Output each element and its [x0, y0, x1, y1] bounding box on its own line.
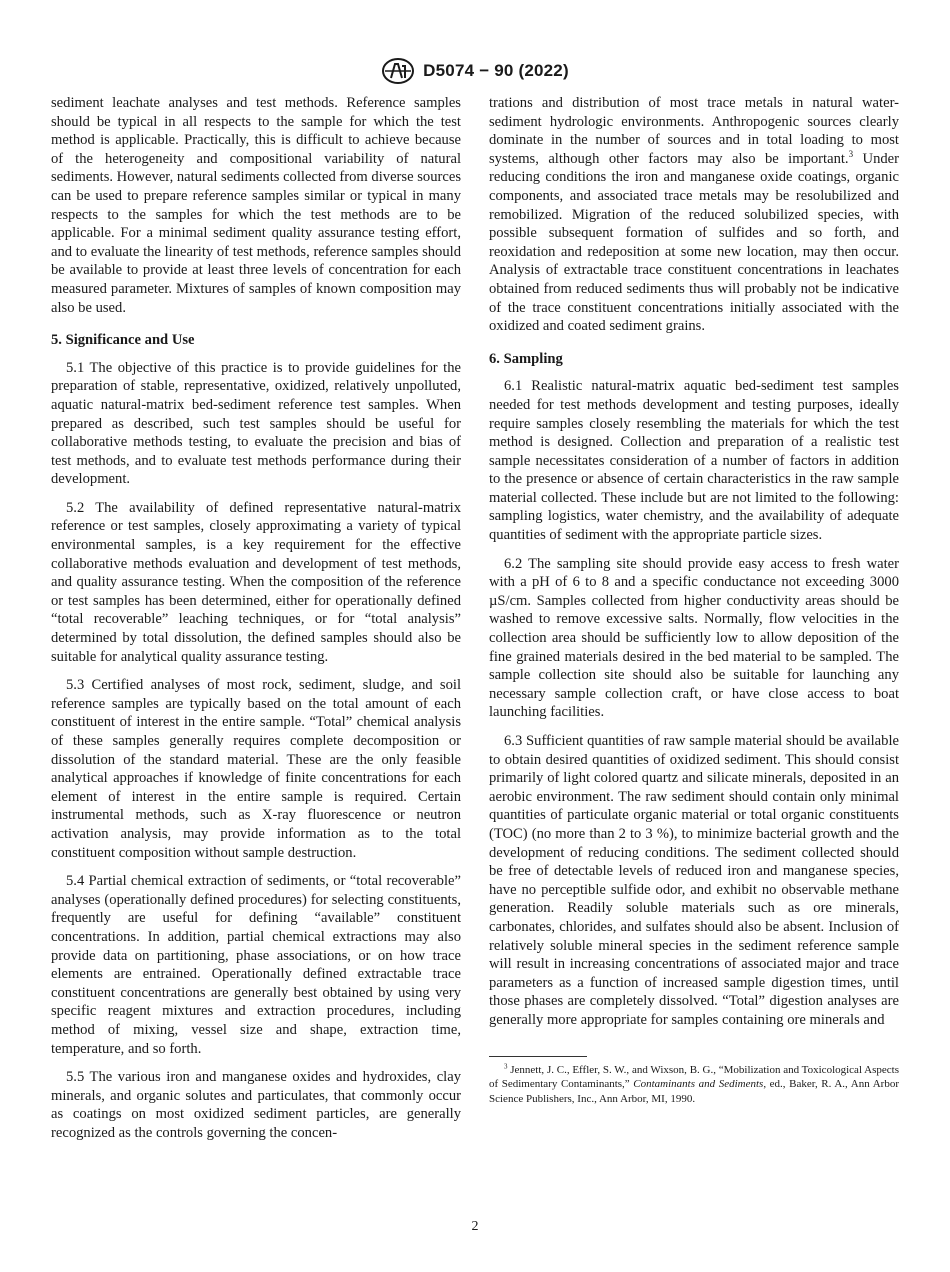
paragraph-5-4: 5.4 Partial chemical extraction of sediments, or “total recoverable” analyses (operationally defined procedures) for selecting constituents, frequently are useful for defining “available” constituent concentrations. In addition, partial chemical extractions may also provide data on partitioning, phase associations, or on how trace elements are entrained. Operationally defined extractable trace constituent concentrations are generally best obtained by using very specific reagent mixtures and extraction procedures, including method of mixing, vessel size and shape, extraction time, temperature, and so forth. [51, 873, 461, 1057]
paragraph-6-2: 6.2 The sampling site should provide easy access to fresh water with a pH of 6 to 8 and a specific conductance not exceeding 3000 µS/cm. Samples collected from higher conductivity areas should be washed to remove excessive salts. Normally, flow velocities in the collection area should be sufficiently low to allow deposition of the fine grained materials desired in the bed material to be sampled. The sample collection site should also be suitable for launching any necessary sample collection craft, or have close access to boat launching facilities. [489, 555, 899, 721]
footnote-title: Contaminants and Sediments [633, 1078, 764, 1090]
standard-designation: D5074 − 90 (2022) [423, 61, 569, 80]
right-column [489, 94, 899, 1106]
footnote-reference[interactable]: 3 [848, 148, 854, 159]
paragraph-5-5: 5.5 The various iron and manganese oxides and hydroxides, clay minerals, and organic solutes and particulates, that commonly occur as coatings on most oxidized sediment particles, are generally recognized as the controls governing the concen- [51, 1069, 461, 1141]
paragraph-6-1: 6.1 Realistic natural-matrix aquatic bed-sediment test samples needed for test methods development and testing purposes, ideally require samples closely resembling the materials for which the test method is designed. Collection and preparation of a realistic test sample necessitates consideration of a number of factors in addition to the presence or absence of certain characteristics in the raw sample material collected. These include but are not limited to the following: sampling logistics, water chemistry, and the availability of adequate quantities of sediment with the appropriate particle sizes. [489, 378, 899, 544]
page-header [0, 56, 950, 86]
paragraph-5-1: 5.1 The objective of this practice is to provide guidelines for the preparation of stable, representative, oxidized, relatively unpolluted, aquatic natural-matrix bed-sediment reference test samples. When prepared as described, such test samples should be useful for collaborative methods testing, to evaluate the precision and bias of test methods, and to evaluate test methods performance during their development. [51, 359, 461, 488]
footnote-text-a: Jennett, J. C., Effler, S. W., and Wixson, B. G., “Mobilization and Toxicological Aspects of Sedimentary Contaminants,” [489, 1063, 899, 1090]
paragraph-5-3: 5.3 Certified analyses of most rock, sediment, sludge, and soil reference samples are typically based on the total amount of each constituent of interest in the entire sample. “Total” chemical analysis of these samples generally requires complete decomposition or dissolution of the standard material. These are the only feasible analytical approaches if knowledge of finite concentrations for each element of interest in the entire sample is required. Certain instrumental methods, such as X-ray fluorescence or neutron activation analysis, may provide information as to the total constituent composition without sample destruction. [51, 677, 461, 861]
footnote-number: 3 [504, 1061, 508, 1070]
continued-paragraph [489, 94, 899, 336]
page-number: 2 [471, 1219, 479, 1234]
footnote-divider [489, 1056, 587, 1057]
intro-paragraph: sediment leachate analyses and test methods. Reference samples should be typical in all respects to the sample for which the test method is applicable. Practically, this is difficult to achieve because of the heterogeneity and compositional variability of natural sediments. However, natural sediments collected from diverse sources can be used to prepare reference samples similar or typical in many respects to the samples for which the test methods are to be applicable. For a minimal sediment quality assurance testing effort, and to evaluate the linearity of test methods, reference samples should be available to provide at least three levels of concentration for each measured parameter. Mixtures of samples of known composition may also be used. [51, 95, 461, 316]
paragraph-5-2: 5.2 The availability of defined representative natural-matrix reference or test samples, closely approximating a variety of typical environmental samples, is a key requirement for the effective collaborative methods evaluation and development of test methods, and quality assurance testing. When the composition of the reference or test samples has been determined, either for operationally defined “total recoverable” leaching techniques, or for “total analysis” determined by total dissolution, the defined samples should also be suitable for analytical quality assurance testing. [51, 499, 461, 665]
paragraph-6-3: 6.3 Sufficient quantities of raw sample material should be available to obtain desired quantities of oxidized sediment. This should consist primarily of light colored quartz and silicate minerals, deposited in an aerobic environment. The raw sediment should contain only minimal quantities of particulate organic material or total organic constituents (TOC) (no more than 2 to 3 %), to minimize bacterial growth and the development of reducing conditions. The sediment collected should be free of detectable levels of reduced iron and manganese species, have no perceptible sulfide odor, and exhibit no observable methane generation. Readily soluble materials such as ore minerals, carbonates, chlorides, and sulfates should also be absent. Inclusion of relatively soluble mineral species in the sediment reference sample will result in increasing concentrations of associated major and trace parameters as a function of increased sample digestion times, until those phases are completely dissolved. “Total” digestion analyses are generally more appropriate for samples containing ore minerals and [489, 733, 899, 1028]
astm-logo-icon [381, 57, 415, 85]
continued-text-a: trations and distribution of most trace metals in natural water-sediment hydrologic environments. Anthropogenic sources clearly dominate in the number of sources and in total loading to most systems, although other factors may also be important. [489, 95, 899, 167]
left-column [51, 94, 461, 1152]
section-6-heading: 6. Sampling [489, 350, 563, 367]
footnote-3 [489, 1063, 899, 1107]
footnote-text-b: , ed., Baker, R. A., Ann Arbor Science Publishers, Inc., Ann Arbor, MI, 1990. [489, 1078, 899, 1105]
section-5-heading: 5. Significance and Use [51, 332, 195, 349]
continued-text-b: Under reducing conditions the iron and manganese oxide coatings, organic components, and associated trace metals may be resolubilized and remobilized. Migration of the reduced solubilized species, with possible subsequent formation of sulfides and so forth, and reoxidation and redeposition at some new location, may then occur. Analysis of extractable trace constituent concentrations in leachates obtained from reduced sediments thus will probably not be indicative of the trace constituent concentrations initially associated with the oxidized and coated sediment grains. [489, 150, 899, 335]
